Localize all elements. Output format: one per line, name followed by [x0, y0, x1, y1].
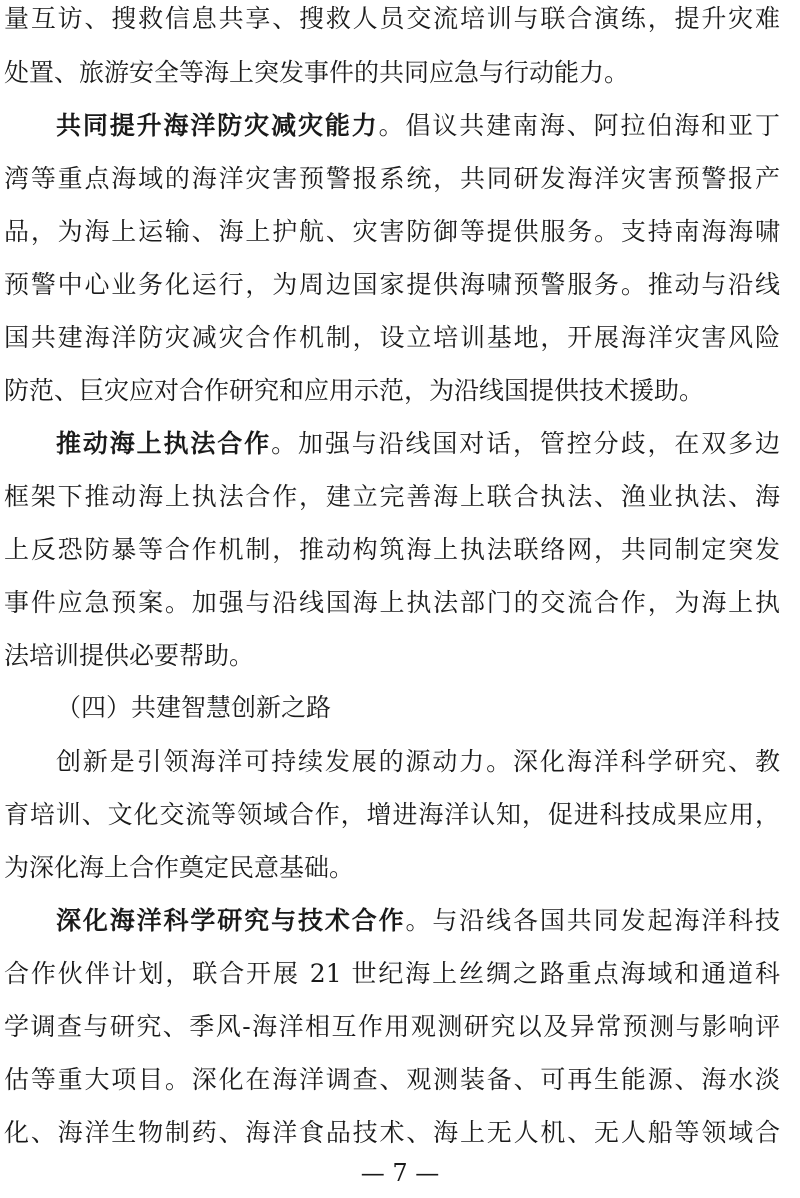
paragraph-line: 法培训提供必要帮助。	[4, 641, 255, 670]
paragraph-text: 。倡议共建南海、阿拉伯海和亚丁	[378, 111, 780, 140]
paragraph-line: 学调查与研究、季风-海洋相互作用观测研究以及异常预测与影响评	[4, 1012, 780, 1041]
paragraph-line: 量互访、搜救信息共享、搜救人员交流培训与联合演练，提升灾难	[4, 4, 780, 33]
paragraph-line	[56, 428, 780, 459]
paragraph-line: 为深化海上合作奠定民意基础。	[4, 853, 355, 882]
paragraph-line: 处置、旅游安全等海上突发事件的共同应急与行动能力。	[4, 58, 630, 87]
paragraph-line: 事件应急预案。加强与沿线国海上执法部门的交流合作，为海上执	[4, 588, 780, 617]
paragraph-line: 创新是引领海洋可持续发展的源动力。深化海洋科学研究、教	[56, 747, 780, 776]
section-heading: （四）共建智慧创新之路	[56, 693, 332, 722]
paragraph-text: 。与沿线各国共同发起海洋科技	[405, 906, 780, 935]
paragraph-lead: 推动海上执法合作	[56, 429, 272, 458]
paragraph-line: 防范、巨灾应对合作研究和应用示范，为沿线国提供技术援助。	[4, 376, 705, 405]
paragraph-line: 合作伙伴计划，联合开展 21 世纪海上丝绸之路重点海域和通道科	[4, 959, 780, 988]
paragraph-line	[56, 110, 780, 141]
page-number: — 7 —	[360, 1159, 440, 1187]
paragraph-line: 化、海洋生物制药、海洋食品技术、海上无人机、无人船等领域合	[4, 1118, 780, 1147]
paragraph-line: 预警中心业务化运行，为周边国家提供海啸预警服务。推动与沿线	[4, 270, 780, 299]
paragraph-line: 湾等重点海域的海洋灾害预警报系统，共同研发海洋灾害预警报产	[4, 164, 780, 193]
paragraph-line: 上反恐防暴等合作机制，推动构筑海上执法联络网，共同制定突发	[4, 535, 780, 564]
paragraph-line	[56, 905, 780, 936]
paragraph-line: 品，为海上运输、海上护航、灾害防御等提供服务。支持南海海啸	[4, 217, 780, 246]
paragraph-lead: 深化海洋科学研究与技术合作	[56, 906, 406, 935]
paragraph-line: 估等重大项目。深化在海洋调查、观测装备、可再生能源、海水淡	[4, 1065, 780, 1094]
paragraph-line: 框架下推动海上执法合作，建立完善海上联合执法、渔业执法、海	[4, 482, 780, 511]
paragraph-text: 。加强与沿线国对话，管控分歧，在双多边	[271, 429, 780, 458]
paragraph-lead: 共同提升海洋防灾减灾能力	[56, 111, 379, 140]
paragraph-line: 育培训、文化交流等领域合作，增进海洋认知，促进科技成果应用，	[4, 800, 780, 829]
paragraph-line: 国共建海洋防灾减灾合作机制，设立培训基地，开展海洋灾害风险	[4, 323, 780, 352]
